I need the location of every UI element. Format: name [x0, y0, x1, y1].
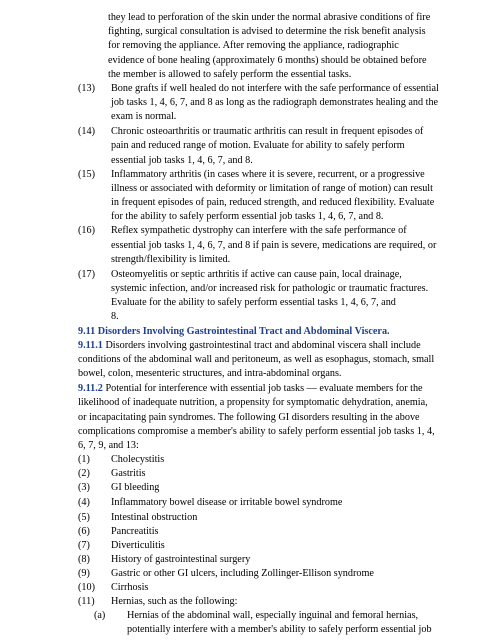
item-line: illness or associated with deformity or limitation of range of motion) can result	[111, 182, 433, 194]
list-number: (1)	[78, 454, 90, 465]
list-number: (4)	[78, 497, 90, 509]
item-line: job tasks 1, 4, 6, 7, and 8 as long as the radiograph demonstrates healing and the	[111, 97, 439, 108]
list-item: Intestinal obstruction	[111, 511, 198, 523]
list-number: (3)	[78, 482, 90, 494]
item-line: exam is normal.	[111, 111, 177, 123]
list-number: (7)	[78, 539, 90, 551]
paragraph-9-11-2-line-1	[78, 383, 423, 395]
intro-line: for removing the appliance. After removing the appliance, radiographic	[108, 40, 399, 52]
paragraph-9-11-1-line-1	[78, 340, 421, 352]
item-line: strength/flexibility is limited.	[111, 253, 231, 265]
paragraph-line: 6, 7, 9, and 13:	[78, 439, 139, 451]
list-number: (8)	[78, 554, 90, 566]
item-line: systemic infection, and/or increased risk for pathologic or traumatic fractures.	[111, 283, 429, 295]
intro-line: evidence of bone healing (approximately 6 months) should be obtained before	[108, 54, 427, 66]
item-line: Evaluate for the ability to safely perform essential tasks 1, 4, 6, 7, and	[111, 297, 396, 309]
list-number: (2)	[78, 468, 90, 480]
item-number: (14)	[78, 126, 95, 138]
list-item: Gastric or other GI ulcers, including Zollinger-Ellison syndrome	[111, 568, 374, 580]
list-number: (11)	[78, 595, 95, 607]
section-ref: 9.11.1	[78, 339, 103, 351]
list-number: (5)	[78, 511, 90, 523]
list-number: (6)	[78, 525, 90, 537]
paragraph-line: complications compromise a member's ability to safely perform essential job tasks 1, 4,	[78, 425, 435, 437]
list-item: History of gastrointestinal surgery	[111, 554, 251, 566]
intro-line: they lead to perforation of the skin under the normal abrasive conditions of fire	[108, 12, 431, 23]
sub-item-number: (a)	[94, 609, 106, 621]
item-line: essential job tasks 1, 4, 6, 7, and 8 if pain is severe, medications are required, or	[111, 239, 437, 251]
item-line: pain and reduced range of motion. Evaluate for ability to safely perform	[111, 140, 405, 152]
intro-line: fighting, surgical consultation is advised to determine the risk benefit analysis	[108, 26, 426, 38]
paragraph-line: conditions of the abdominal wall and peritoneum, as well as esophagus, stomach, small	[78, 353, 435, 365]
para-text: Disorders involving gastrointestinal tract and abdominal viscera shall include	[102, 339, 421, 351]
item-line: for the ability to safely perform essential job tasks 1, 4, 6, 7, and 8.	[111, 211, 384, 223]
item-line: Bone grafts if well healed do not interfere with the safe performance of essential	[111, 82, 439, 94]
list-number: (9)	[78, 568, 90, 580]
item-line: 8.	[111, 311, 119, 323]
item-number: (13)	[78, 82, 95, 94]
item-line: in frequent episodes of pain, reduced strength, and reduced flexibility. Evaluate	[111, 197, 435, 209]
list-item: GI bleeding	[111, 482, 160, 494]
item-number: (17)	[78, 268, 95, 280]
item-line: Osteomyelitis or septic arthritis if active can cause pain, local drainage,	[111, 268, 402, 280]
list-item: Cholecystitis	[111, 454, 165, 465]
section-heading: 9.11 Disorders Involving Gastrointestinal Tract and Abdominal Viscera.	[78, 325, 390, 337]
list-item: Hernias, such as the following:	[111, 595, 238, 607]
paragraph-line: bowel, colon, mesenteric structures, and intra-abdominal organs.	[78, 368, 342, 380]
list-item: Gastritis	[111, 468, 146, 480]
item-line: Reflex sympathetic dystrophy can interfere with the safe performance of	[111, 225, 407, 237]
item-line: Chronic osteoarthritis or traumatic arthritis can result in frequent episodes of	[111, 126, 424, 138]
list-number: (10)	[78, 582, 95, 594]
sub-item-line: Hernias of the abdominal wall, especially inguinal and femoral hernias,	[127, 609, 419, 621]
list-item: Pancreatitis	[111, 525, 159, 537]
item-number: (16)	[78, 225, 95, 237]
item-line: Inflammatory arthritis (in cases where it is severe, recurrent, or a progressive	[111, 168, 425, 180]
paragraph-line: likelihood of inadequate nutrition, a propensity for symptomatic dehydration, anemia,	[78, 397, 428, 409]
para-text: Potential for interference with essential job tasks — evaluate members for the	[102, 383, 423, 395]
item-line: essential job tasks 1, 4, 6, 7, and 8.	[111, 154, 253, 166]
list-item: Diverticulitis	[111, 539, 165, 551]
sub-item-line: potentially interfere with a member's ability to safely perform essential job	[127, 624, 432, 635]
paragraph-line: or incapacitating pain syndromes. The following GI disorders resulting in the above	[78, 411, 420, 423]
item-number: (15)	[78, 168, 95, 180]
list-item: Inflammatory bowel disease or irritable bowel syndrome	[111, 497, 343, 509]
section-ref: 9.11.2	[78, 383, 103, 395]
list-item: Cirrhosis	[111, 582, 149, 594]
intro-line: the member is allowed to safely perform the essential tasks.	[108, 68, 352, 80]
